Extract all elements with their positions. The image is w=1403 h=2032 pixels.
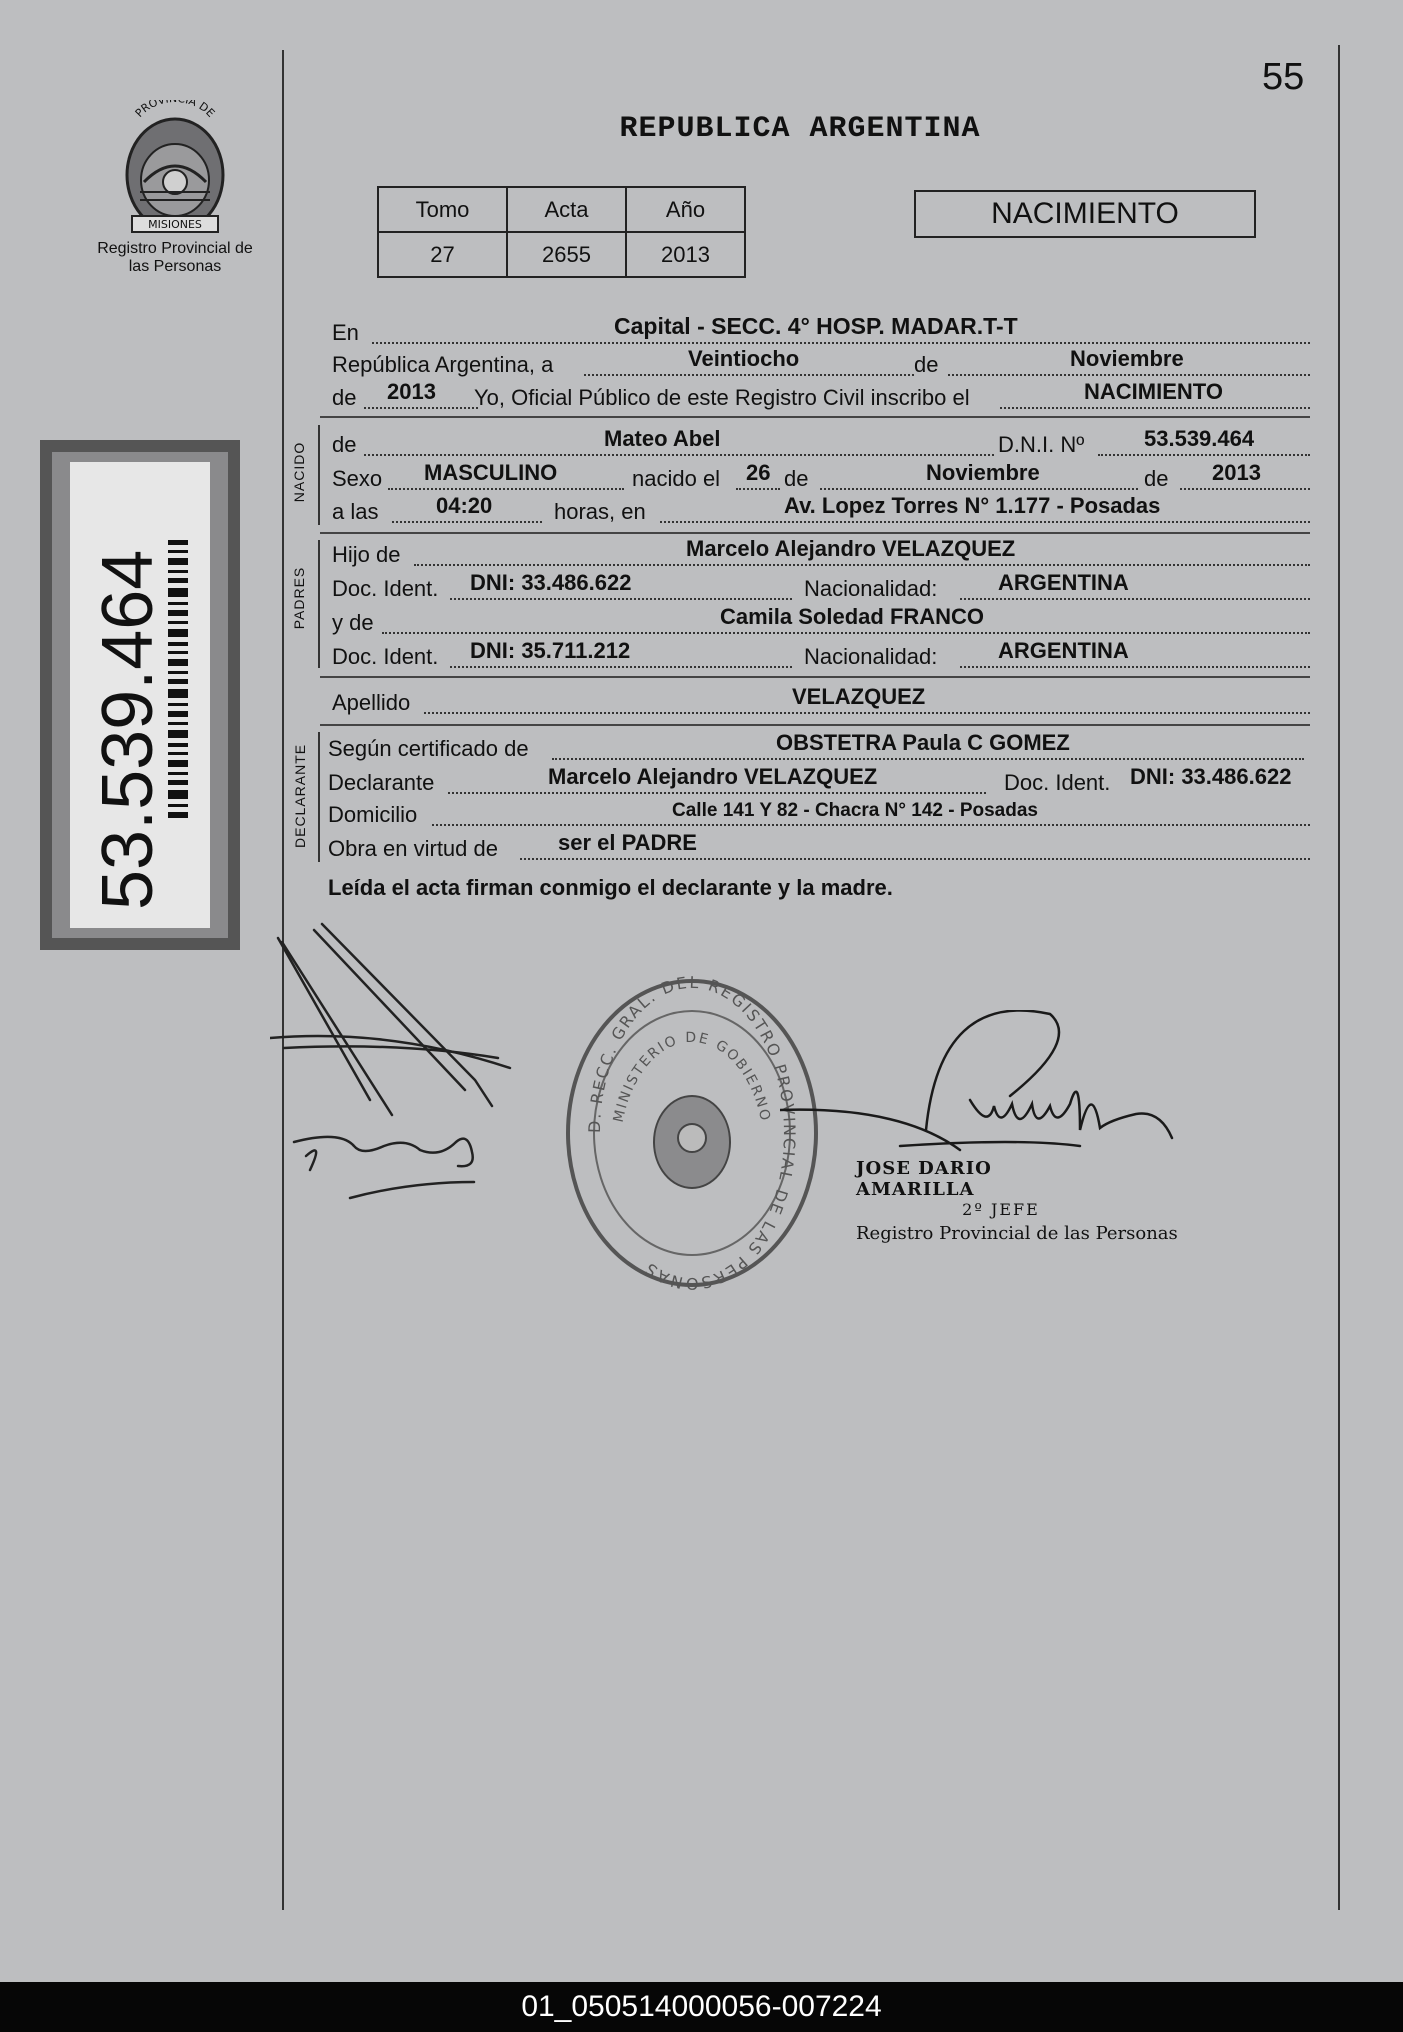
decl-label: Declarante: [328, 770, 435, 795]
sexo-label: Sexo: [332, 466, 383, 491]
father-nac-label: Nacionalidad:: [804, 576, 938, 601]
seal-outer-text: D. RECC. GRAL. DEL REGISTRO PROVINCIAL DE LAS PERSONAS: [584, 972, 800, 1294]
child-dni: 53.539.464: [1144, 426, 1255, 451]
en-label: En: [332, 320, 359, 345]
place-of-registry: Capital - SECC. 4° HOSP. MADAR.T-T: [614, 313, 1018, 339]
alas-label: a las: [332, 499, 379, 524]
registration-year: 2013: [387, 379, 436, 404]
decl-value: Marcelo Alejandro VELAZQUEZ: [548, 764, 878, 789]
row-en: [332, 313, 1310, 348]
apellido-label: Apellido: [332, 690, 411, 715]
official-signature-icon: [780, 1010, 1180, 1160]
mother-doc: DNI: 35.711.212: [470, 638, 631, 663]
declarant-signature-icon: [270, 920, 530, 1210]
birth-time: 04:20: [436, 493, 493, 518]
registry-table: [377, 186, 746, 278]
father-nationality: ARGENTINA: [998, 570, 1129, 595]
row-name: [332, 426, 1310, 460]
birth-place: Av. Lopez Torres N° 1.177 - Posadas: [784, 493, 1161, 518]
child-name: Mateo Abel: [604, 426, 721, 451]
oficial-text: Yo, Oficial Público de este Registro Civil inscribo el: [474, 385, 970, 410]
section-padres: PADRES: [291, 566, 307, 630]
cert-value: OBSTETRA Paula C GOMEZ: [776, 730, 1070, 755]
yde-label: y de: [332, 610, 374, 635]
seal-inner-text: MINISTERIO DE GOBIERNO: [610, 1029, 774, 1124]
dni-label: D.N.I. Nº: [998, 432, 1085, 457]
birth-de2-label: de: [1144, 466, 1169, 491]
official-name: JOSE DARIO AMARILLA: [856, 1158, 992, 1200]
row-declarante: [328, 764, 1310, 798]
official-role: 2º JEFE: [962, 1200, 1040, 1219]
row-hora: [332, 493, 1310, 527]
row-father-doc: [332, 570, 1310, 604]
nacido-de-label: de: [332, 432, 357, 457]
registration-day: Veintiocho: [688, 346, 800, 371]
section-declarante: DECLARANTE: [292, 743, 308, 848]
scan-footer: 01_050514000056-007224: [0, 1982, 1403, 2032]
logo-caption: Registro Provincial de las Personas: [97, 240, 253, 275]
page-number: 55: [1262, 56, 1305, 98]
mother-nationality: ARGENTINA: [998, 638, 1129, 663]
barcode-number: 53.539.464: [88, 549, 168, 910]
birth-de1-label: de: [784, 466, 809, 491]
apellido-value: VELAZQUEZ: [792, 684, 926, 709]
tomo-header: Tomo: [378, 187, 507, 232]
republica-label: República Argentina, a: [332, 352, 554, 377]
barcode-label: [40, 440, 240, 950]
row-sexo: [332, 460, 1310, 494]
official-office: Registro Provincial de las Personas: [856, 1223, 1178, 1244]
birth-year: 2013: [1212, 460, 1261, 485]
father-name: Marcelo Alejandro VELAZQUEZ: [686, 536, 1016, 561]
mother-doc-label: Doc. Ident.: [332, 644, 439, 669]
anio-header: Año: [626, 187, 745, 232]
inscribo-value: NACIMIENTO: [1084, 379, 1223, 404]
row-obra: [328, 830, 1310, 864]
row-father: [332, 536, 1310, 570]
section-nacido: NACIDO: [291, 441, 307, 503]
record-type-box: NACIMIENTO: [914, 190, 1256, 238]
svg-text:PROVINCIA DE: [133, 100, 218, 120]
row-apellido: [332, 684, 1310, 718]
official-block: [856, 1158, 1178, 1244]
acta-header: Acta: [507, 187, 626, 232]
year-de-label: de: [332, 385, 357, 410]
tomo-value: 27: [378, 232, 507, 277]
obra-label: Obra en virtud de: [328, 836, 498, 861]
row-domicilio: [328, 800, 1310, 830]
row-mother-doc: [332, 638, 1310, 672]
acta-value: 2655: [507, 232, 626, 277]
registration-month: Noviembre: [1070, 346, 1184, 371]
right-margin-line: [1338, 45, 1340, 1910]
nacido-el-label: nacido el: [632, 466, 721, 491]
father-doc: DNI: 33.486.622: [470, 570, 632, 595]
child-sex: MASCULINO: [424, 460, 558, 485]
document-title: REPUBLICA ARGENTINA: [619, 112, 981, 146]
row-certificado: [328, 730, 1304, 764]
cert-label: Según certificado de: [328, 736, 529, 761]
dom-label: Domicilio: [328, 802, 418, 827]
birth-day: 26: [746, 460, 771, 485]
birth-month: Noviembre: [926, 460, 1040, 485]
horas-label: horas, en: [554, 499, 646, 524]
row-mother: [332, 604, 1310, 638]
decl-doc: DNI: 33.486.622: [1130, 764, 1292, 789]
mother-name: Camila Soledad FRANCO: [720, 604, 985, 629]
hijo-label: Hijo de: [332, 542, 401, 567]
decl-doc-label: Doc. Ident.: [1004, 770, 1111, 795]
row-republica: [332, 346, 1310, 380]
obra-value: ser el PADRE: [558, 830, 697, 855]
anio-value: 2013: [626, 232, 745, 277]
father-doc-label: Doc. Ident.: [332, 576, 439, 601]
dom-value: Calle 141 Y 82 - Chacra N° 142 - Posadas: [672, 800, 1038, 821]
misiones-coat-of-arms-icon: [110, 100, 240, 240]
logo-arc-text: PROV A DE: [132, 100, 218, 120]
closing-statement: Leída el acta firman conmigo el declarante y la madre.: [328, 875, 893, 900]
mother-nac-label: Nacionalidad:: [804, 644, 938, 669]
logo-banner-text: MISIONES: [148, 218, 202, 231]
row-year: [332, 379, 1310, 413]
de-label: de: [914, 352, 939, 377]
